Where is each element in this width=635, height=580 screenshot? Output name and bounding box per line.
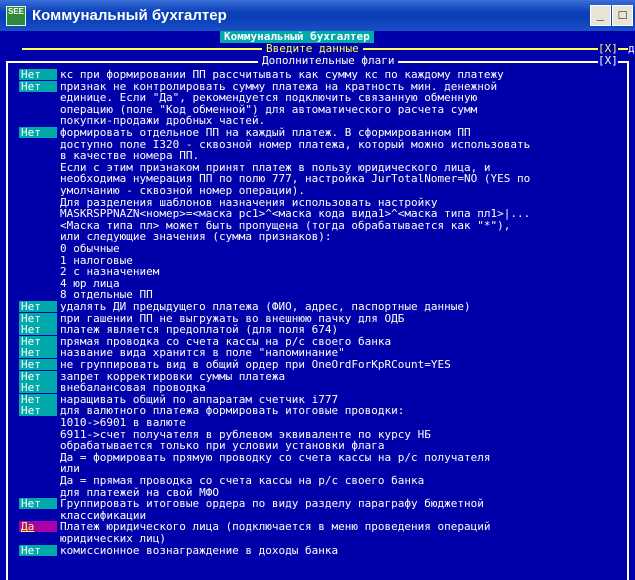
app-icon: SEE: [6, 6, 26, 26]
flag-toggle[interactable]: Нет: [19, 359, 57, 370]
flag-description: наращивать общий по аппаратам счетчик i777: [60, 392, 339, 406]
flags-panel: [0, 55, 635, 580]
flag-row: [0, 104, 635, 115]
flag-row: [0, 220, 635, 231]
flag-row: [0, 266, 635, 277]
flag-description: классификации: [60, 508, 147, 522]
flag-row: [0, 289, 635, 300]
flag-row: [0, 533, 635, 544]
flag-description: Да = прямая проводка со счета кассы на р/с своего банка: [60, 474, 425, 487]
app-header-title: Коммунальный бухгалтер: [220, 31, 374, 43]
flag-description: или: [60, 462, 80, 476]
maximize-button[interactable]: □: [612, 5, 633, 26]
flag-toggle[interactable]: Нет: [19, 324, 57, 335]
flag-row: [0, 475, 635, 486]
flag-row: [0, 92, 635, 103]
flag-row: [0, 208, 635, 219]
flag-description: 1010->6901 в валюте: [60, 416, 186, 429]
flag-row: [0, 405, 635, 416]
flag-description: 4 юр лица: [60, 276, 120, 290]
flag-description: доступно поле I320 - сквозной номер платежа, который можно использовать: [60, 137, 531, 151]
flag-row: [0, 139, 635, 150]
flag-description: обрабатывается только при условии установки флага: [60, 439, 385, 453]
flag-toggle[interactable]: Нет: [19, 127, 57, 138]
flag-row: [0, 173, 635, 184]
window-titlebar[interactable]: [0, 0, 635, 31]
flag-description: <Маска типа пл> может быть пропущена (тогда обрабатывается как "*"),: [60, 218, 511, 232]
flag-description: запрет корректировки суммы платежа: [60, 369, 286, 383]
flag-description: покупки-продажи дробных частей.: [60, 114, 266, 128]
input-panel-edge-char: д: [628, 42, 635, 55]
flag-description: 8 отдельные ПП: [60, 288, 153, 302]
flag-row: [0, 487, 635, 498]
flag-description: для платежей на свой МФО: [60, 485, 219, 499]
flag-description: операцию (поле "Код обменной") для автоматического расчета сумм: [60, 102, 478, 116]
console-area: [0, 31, 635, 580]
flag-toggle[interactable]: Нет: [19, 545, 57, 556]
flag-row: [0, 69, 635, 80]
flag-description: единице. Если "Да", рекомендуется подключить связанную обменную: [60, 91, 478, 105]
flag-description: комиссионное вознаграждение в доходы банка: [60, 543, 339, 557]
flag-row: [0, 545, 635, 556]
flag-row: [0, 231, 635, 242]
flag-description: в качестве номера ПП.: [60, 149, 200, 163]
flag-toggle[interactable]: Нет: [19, 81, 57, 92]
flag-toggle[interactable]: Нет: [19, 69, 57, 80]
flag-toggle[interactable]: Нет: [19, 371, 57, 382]
flag-row: [0, 498, 635, 509]
input-panel-title: Введите данные: [262, 43, 363, 55]
flag-description: MASKRSPPNAZN<номер>=<маска рс1>^<маска кода вида1>^<маска типа пл1>|...: [60, 207, 531, 221]
window-title: Коммунальный бухгалтер: [32, 7, 227, 24]
flag-description: 0 обычные: [60, 242, 120, 255]
flags-panel-title: Дополнительные флаги: [258, 55, 398, 67]
flag-description: внебалансовая проводка: [60, 381, 206, 395]
flag-row: [0, 429, 635, 440]
flag-row: [0, 336, 635, 347]
flag-description: 6911->счет получателя в рублевом эквиваленте по курсу НБ: [60, 427, 431, 441]
flag-toggle[interactable]: Нет: [19, 394, 57, 405]
flag-row: [0, 197, 635, 208]
input-panel-close-button[interactable]: [X]: [598, 42, 618, 55]
flag-description: или следующие значения (сумма признаков):: [60, 230, 332, 244]
flag-row: [0, 301, 635, 312]
flag-row: [0, 162, 635, 173]
flag-row: [0, 521, 635, 532]
minimize-button[interactable]: _: [590, 5, 611, 26]
flag-description: кс при формировании ПП рассчитывать как сумму кс по каждому платежу: [60, 68, 504, 81]
flag-row: [0, 510, 635, 521]
flag-row: [0, 278, 635, 289]
flag-row: [0, 452, 635, 463]
flag-row: [0, 150, 635, 161]
flag-description: платеж является предоплатой (для поля 674): [60, 323, 339, 337]
flag-toggle[interactable]: Нет: [19, 347, 57, 358]
flag-toggle[interactable]: Нет: [19, 313, 57, 324]
flag-row: [0, 81, 635, 92]
flag-row: [0, 347, 635, 358]
flag-description: Для разделения шаблонов назначения использовать настройку: [60, 195, 438, 209]
flag-description: 2 с назначением: [60, 265, 160, 279]
flag-toggle[interactable]: Да: [19, 521, 57, 532]
flag-row: [0, 185, 635, 196]
flag-description: не группировать вид в общий ордер при OneOrdForKpRCount=YES: [60, 358, 451, 371]
flag-row: [0, 359, 635, 370]
flag-description: Группировать итоговые ордера по виду разделу параграфу бюджетной: [60, 497, 484, 511]
flag-description: умолчанию - сквозной номер операции).: [60, 184, 306, 197]
flag-description: удалять ДИ предыдущего платежа (ФИО, адрес, паспортные данные): [60, 300, 471, 313]
flag-description: признак не контролировать сумму платежа на кратность мин. денежной: [60, 79, 498, 93]
flag-description: Да = формировать прямую проводку со счета кассы на р/с получателя: [60, 450, 491, 464]
flag-row: [0, 115, 635, 126]
flag-row: [0, 394, 635, 405]
flag-description: прямая проводка со счета кассы на р/с своего банка: [60, 334, 392, 348]
flag-description: юридических лиц): [60, 532, 166, 545]
flag-toggle[interactable]: Нет: [19, 301, 57, 312]
flag-description: 1 налоговые: [60, 253, 133, 267]
flag-description: необходима нумерация ПП по полю 777, настройка JurTotalNomer=NO (YES по: [60, 172, 531, 186]
flag-description: формировать отдельное ПП на каждый платеж. В сформированном ПП: [60, 126, 471, 139]
flag-toggle[interactable]: Нет: [19, 405, 57, 416]
flag-row: [0, 243, 635, 254]
flag-toggle[interactable]: Нет: [19, 498, 57, 509]
flag-row: [0, 417, 635, 428]
flag-row: [0, 313, 635, 324]
flag-description: при гашении ПП не выгружать во внешнюю пачку для ОДБ: [60, 311, 405, 325]
flag-row: [0, 382, 635, 393]
flags-panel-close-button[interactable]: [X]: [598, 54, 618, 67]
flag-row: [0, 463, 635, 474]
flag-row: [0, 255, 635, 266]
flag-description: название вида хранится в поле "напоминание": [60, 346, 345, 360]
flag-row: [0, 127, 635, 138]
flag-description: Если с этим признаком принят платеж в пользу юридического лица, и: [60, 160, 491, 174]
flag-row: [0, 324, 635, 335]
flag-toggle[interactable]: Нет: [19, 336, 57, 347]
flag-row: [0, 371, 635, 382]
flag-row: [0, 440, 635, 451]
flag-description: для валютного платежа формировать итоговые проводки:: [60, 404, 405, 418]
flag-description: Платеж юридического лица (подключается в меню проведения операций: [60, 520, 491, 534]
flag-toggle[interactable]: Нет: [19, 382, 57, 393]
